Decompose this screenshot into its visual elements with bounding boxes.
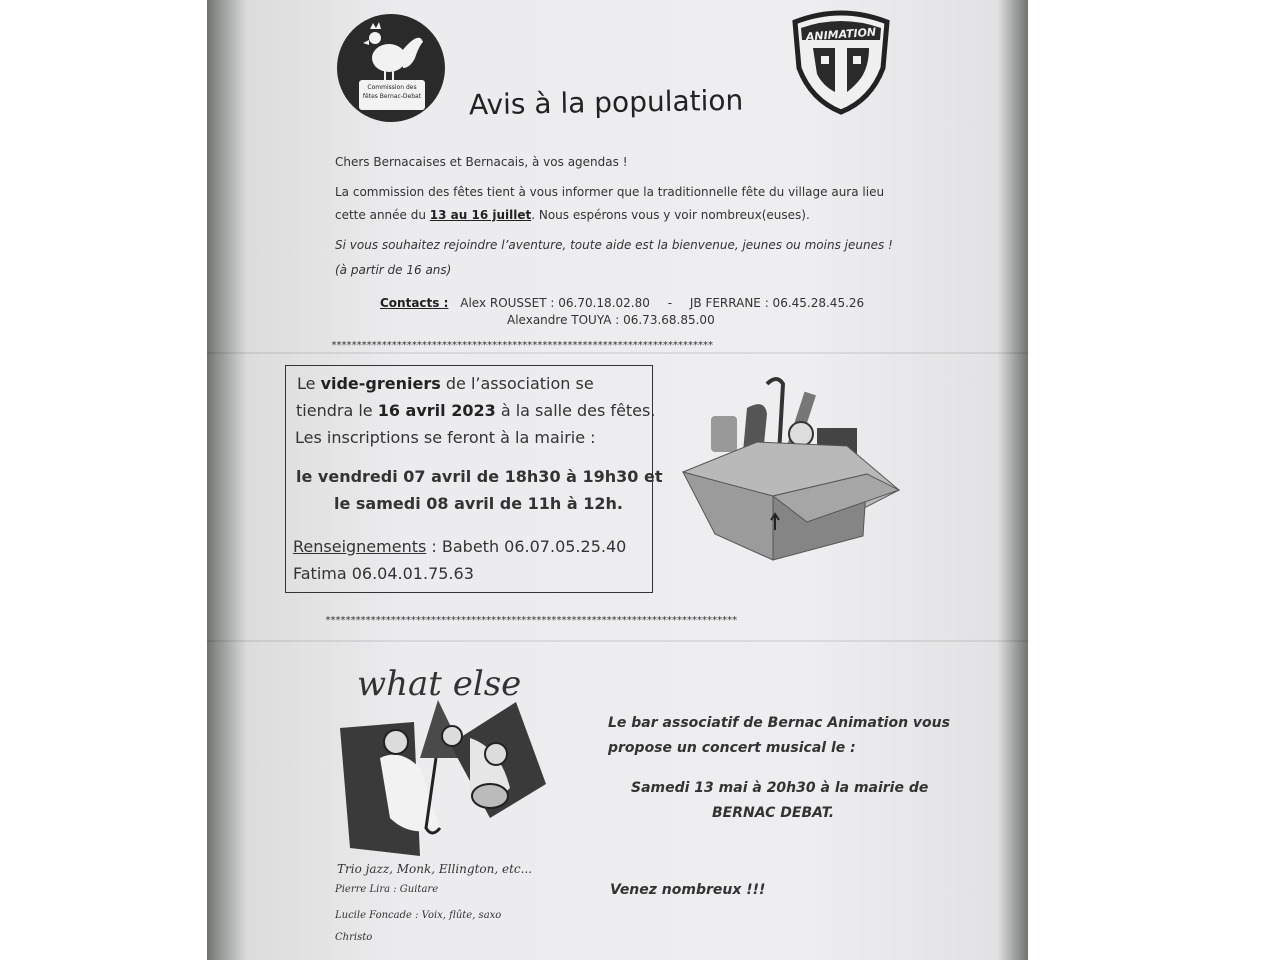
help-age: (à partir de 16 ans)	[335, 263, 452, 277]
band-name: what else	[357, 664, 522, 704]
intro-line-2	[335, 207, 810, 224]
contacts-label: Contacts :	[380, 296, 449, 310]
vg-info-babeth: : Babeth 06.07.05.25.40	[426, 537, 627, 556]
right-logo-label: ANIMATION	[805, 25, 877, 44]
greeting-text: Chers Bernacaises et Bernacais, à vos agendas !	[335, 155, 628, 169]
clutter-box-illustration	[677, 372, 907, 562]
flyer-sheet	[207, 0, 1028, 960]
concert-line-2: propose un concert musical le :	[608, 740, 856, 756]
vg-line-3: Les inscriptions se feront à la mairie :	[295, 428, 596, 447]
band-desc-2: Pierre Lira : Guitare	[335, 884, 439, 895]
vg-line-1-c: de l’association se	[440, 374, 594, 393]
vg-info-label: Renseignements	[293, 537, 427, 556]
concert-closing: Venez nombreux !!!	[610, 882, 766, 898]
fold-crease	[207, 352, 1028, 354]
left-logo-label: Commission des fêtes Bernac-Debat	[359, 80, 425, 110]
vide-greniers-box	[285, 365, 663, 593]
animation-logo	[787, 10, 895, 115]
help-line: Si vous souhaitez rejoindre l’aventure, toute aide est la bienvenue, jeunes ou moins jeunes !	[335, 238, 893, 252]
band-desc-4: Christo	[335, 932, 373, 943]
vg-info-line	[293, 533, 626, 560]
concert-date: Samedi 13 mai à 20h30 à la mairie de	[631, 780, 929, 796]
vg-event-date: 16 avril 2023	[377, 401, 496, 420]
vg-saturday-slot: le samedi 08 avril de 11h à 12h.	[334, 494, 623, 513]
intro-line-1: La commission des fêtes tient à vous informer que la traditionnelle fête du village aura lieu	[335, 185, 885, 199]
vg-line-1-a: Le	[297, 374, 321, 393]
vg-line-2-c: à la salle des fêtes.	[495, 401, 656, 420]
intro-line-2-post: . Nous espérons vous y voir nombreux(euses).	[531, 208, 810, 222]
contact-ferrane: JB FERRANE : 06.45.28.45.26	[689, 296, 865, 310]
contact-separator: -	[667, 296, 673, 310]
band-desc-1: Trio jazz, Monk, Ellington, etc...	[337, 862, 533, 876]
vg-line-2-a: tiendra le	[296, 401, 378, 420]
contacts-line	[380, 295, 864, 312]
festival-dates: 13 au 16 juillet	[429, 208, 532, 222]
vg-event-name: vide-greniers	[320, 374, 441, 393]
separator-2: **********************************************************************************	[325, 615, 737, 626]
concert-line-1: Le bar associatif de Bernac Animation vous	[608, 715, 950, 731]
separator-1: ****************************************************************************	[331, 340, 713, 351]
vg-line-2	[296, 397, 655, 424]
contact-rousset: Alex ROUSSET : 06.70.18.02.80	[460, 296, 650, 310]
jazz-trio-illustration	[340, 698, 550, 858]
vg-friday-slot: le vendredi 07 avril de 18h30 à 19h30 et	[296, 467, 663, 486]
rooster-logo	[337, 14, 445, 122]
vg-info-fatima: Fatima 06.04.01.75.63	[293, 564, 474, 583]
contact-touya: Alexandre TOUYA : 06.73.68.85.00	[507, 313, 715, 327]
band-desc-3: Lucile Foncade : Voix, flûte, saxo	[335, 910, 502, 921]
fold-crease	[207, 640, 1028, 642]
vg-line-1	[297, 370, 594, 397]
intro-line-2-pre: cette année du	[335, 208, 430, 222]
concert-venue: BERNAC DEBAT.	[712, 805, 835, 821]
shield-icon	[787, 10, 895, 115]
page-title: Avis à la population	[468, 83, 744, 122]
